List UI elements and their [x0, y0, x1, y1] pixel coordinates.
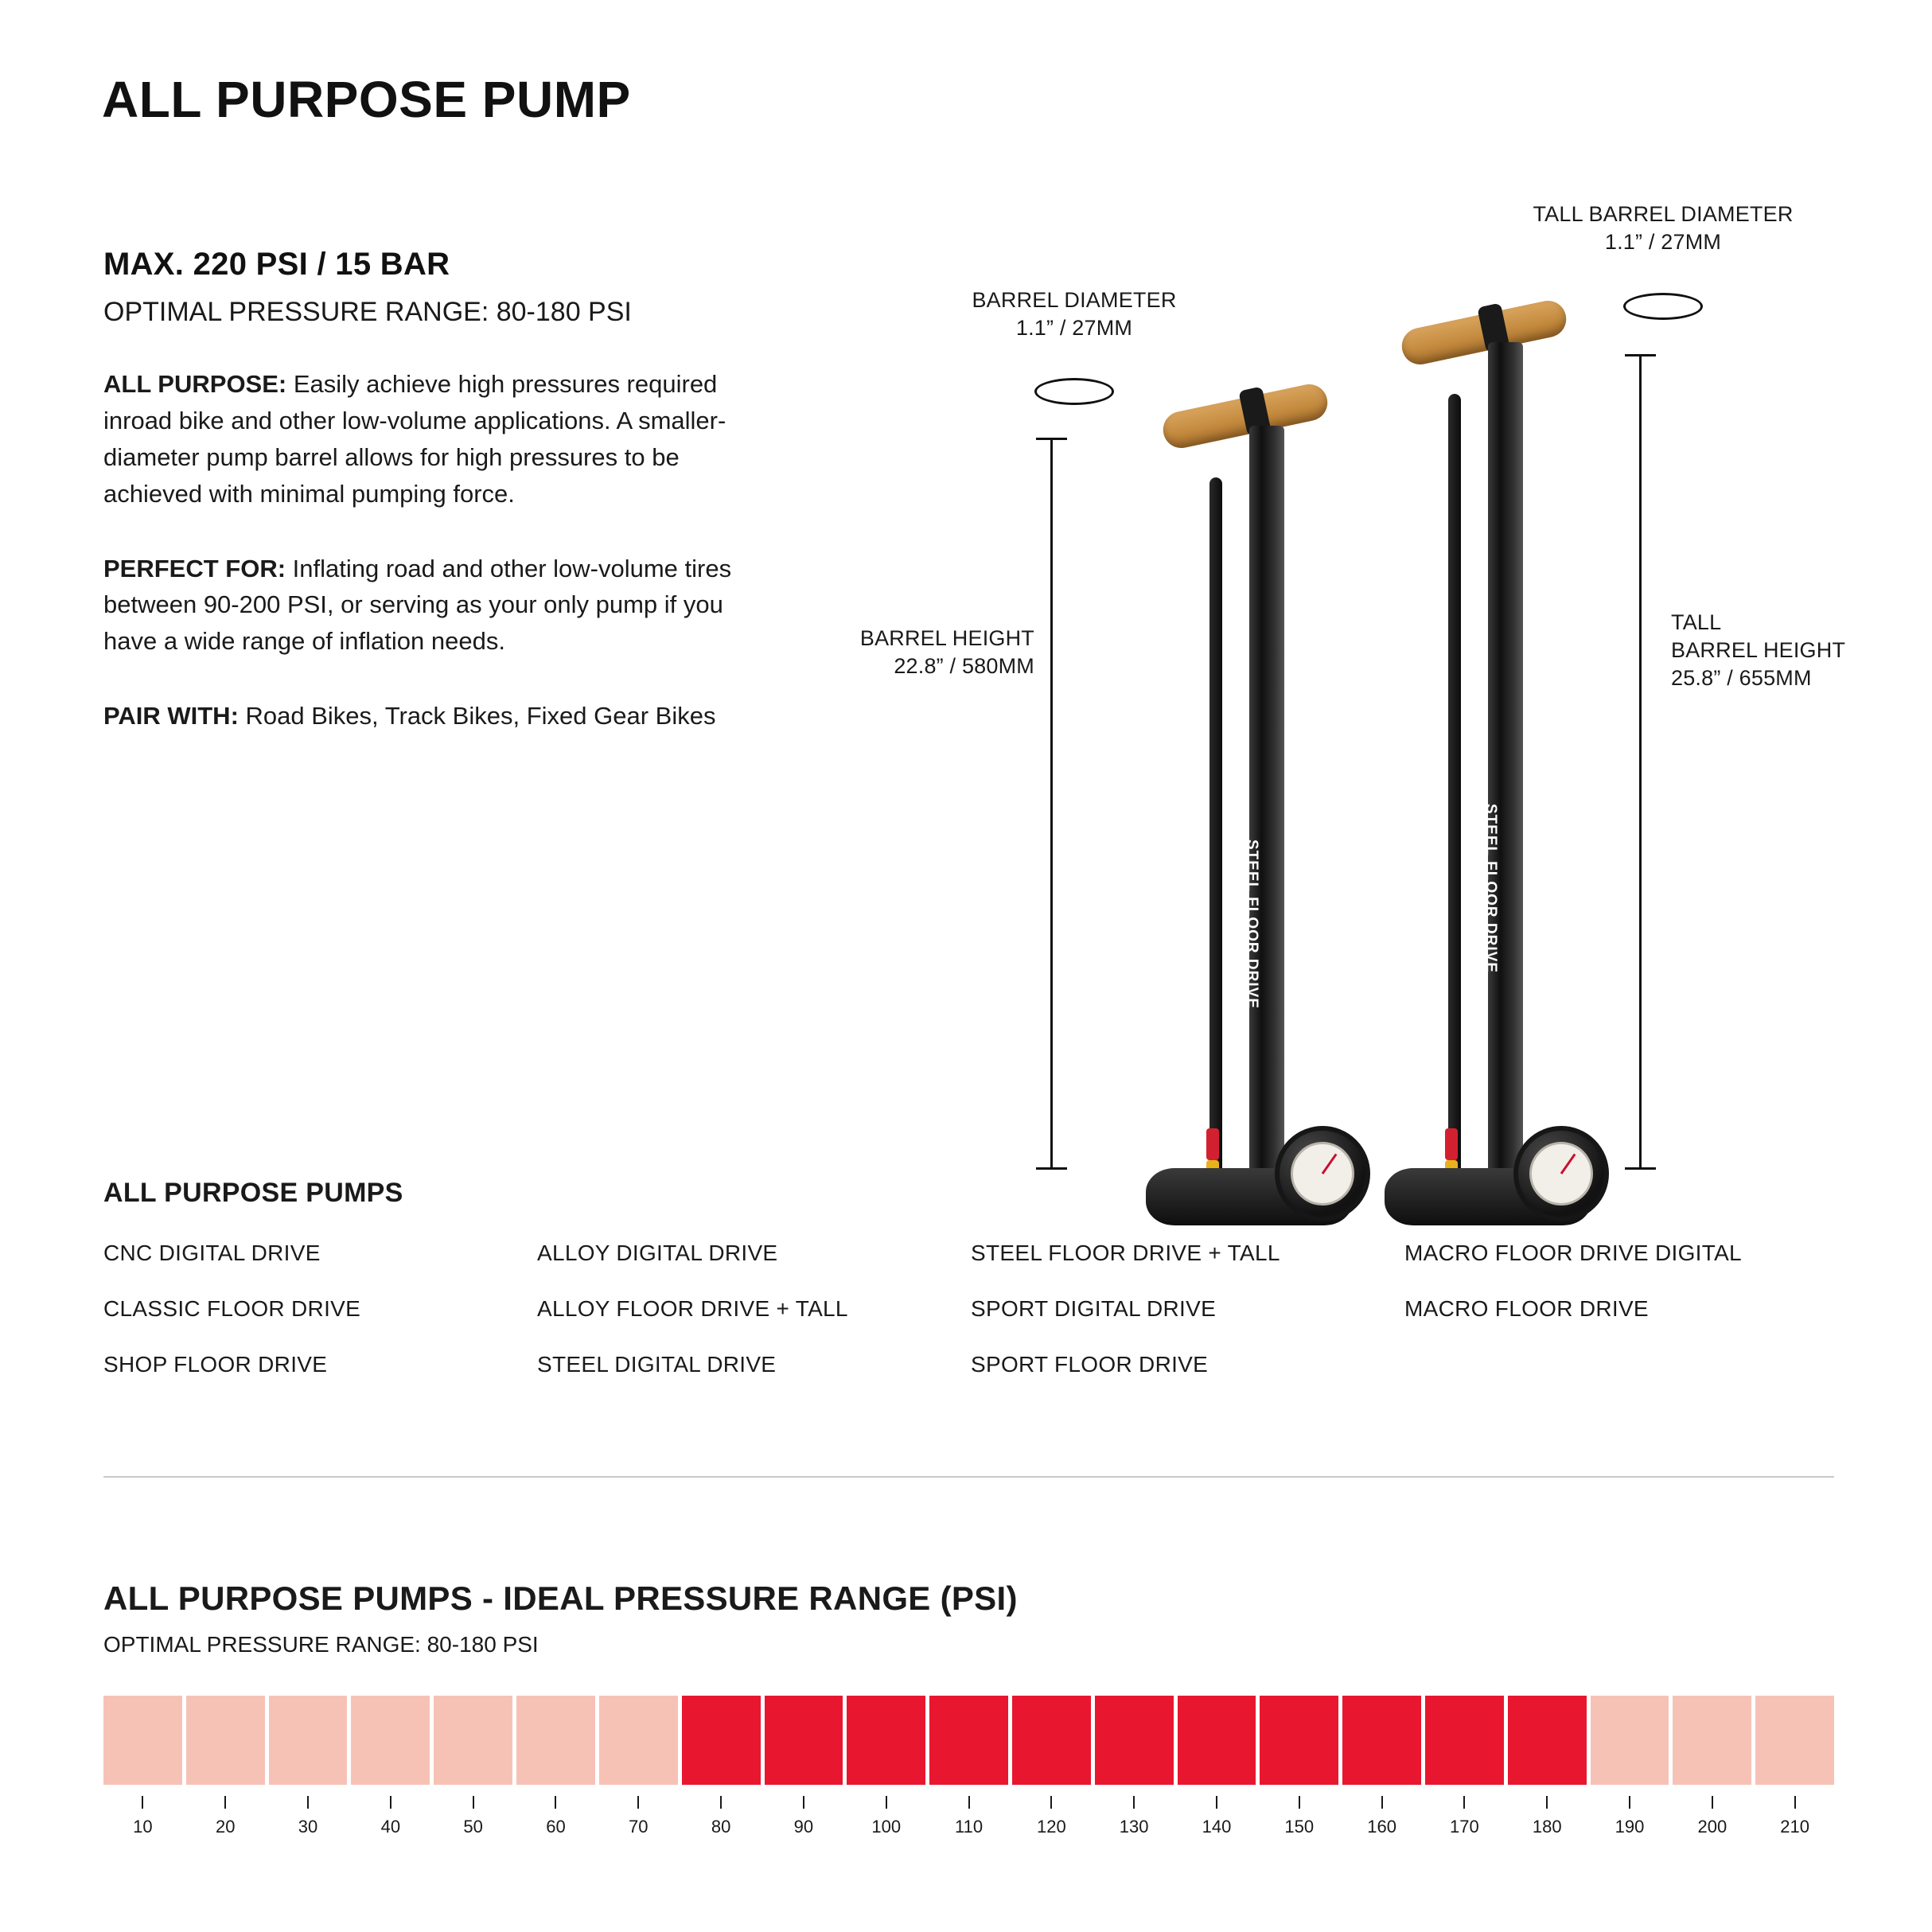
product-description-column: [103, 247, 764, 773]
pump-list-item[interactable]: SPORT FLOOR DRIVE: [971, 1352, 1209, 1377]
pressure-bar-cell: [1508, 1696, 1587, 1785]
tick-mark-icon: [1050, 1796, 1052, 1809]
pressure-bar-cell: [186, 1696, 265, 1785]
pressure-bar-cell: [1178, 1696, 1256, 1785]
tick-label: 150: [1284, 1817, 1315, 1837]
pump-tall-barrel-branding: STEEL FLOOR DRIVE: [1482, 804, 1499, 974]
tick-mark-icon: [555, 1796, 556, 1809]
pressure-bar-cell: [516, 1696, 595, 1785]
pressure-tick: [434, 1796, 512, 1837]
pair-with-paragraph: [103, 698, 764, 734]
pressure-bar-cell: [434, 1696, 512, 1785]
tick-mark-icon: [1794, 1796, 1796, 1809]
tick-mark-icon: [1216, 1796, 1217, 1809]
tick-label: 210: [1780, 1817, 1810, 1837]
pressure-bar-cell: [351, 1696, 430, 1785]
pump-gauge-needle: [1322, 1154, 1338, 1174]
tick-mark-icon: [473, 1796, 474, 1809]
tick-mark-icon: [1712, 1796, 1713, 1809]
tick-mark-icon: [1629, 1796, 1630, 1809]
pressure-bar-cell: [1755, 1696, 1834, 1785]
pump-tall-hose: [1448, 394, 1461, 1178]
pressure-bar-cell: [1342, 1696, 1421, 1785]
tick-mark-icon: [720, 1796, 722, 1809]
pressure-bar-cell: [269, 1696, 348, 1785]
pressure-tick: [682, 1796, 761, 1837]
all-purpose-pumps-heading: ALL PURPOSE PUMPS: [103, 1178, 403, 1208]
pump-list-item[interactable]: MACRO FLOOR DRIVE: [1404, 1296, 1649, 1321]
tall-barrel-diameter-value: 1.1” / 27MM: [1604, 230, 1722, 255]
tick-mark-icon: [142, 1796, 143, 1809]
pressure-tick: [929, 1796, 1008, 1837]
pump-tall-barrel: [1482, 342, 1523, 1221]
pump-tall-image: [1337, 195, 1671, 1217]
pump-list-item[interactable]: MACRO FLOOR DRIVE DIGITAL: [1404, 1241, 1742, 1265]
pressure-tick: [1508, 1796, 1587, 1837]
product-diagram: [843, 191, 1846, 1098]
tick-label: 70: [629, 1817, 649, 1837]
pressure-tick: [1425, 1796, 1504, 1837]
pair-with-label: PAIR WITH:: [103, 702, 239, 730]
tall-barrel-height-label-1: TALL: [1671, 610, 1722, 634]
pump-list-item[interactable]: ALLOY FLOOR DRIVE + TALL: [537, 1296, 848, 1321]
tick-mark-icon: [968, 1796, 970, 1809]
pump-list-item: [1404, 1352, 1838, 1377]
pump-list-item[interactable]: CLASSIC FLOOR DRIVE: [103, 1296, 361, 1321]
pump-list-item[interactable]: SPORT DIGITAL DRIVE: [971, 1296, 1217, 1321]
tick-label: 120: [1036, 1817, 1066, 1837]
tick-mark-icon: [1299, 1796, 1300, 1809]
pressure-tick: [847, 1796, 925, 1837]
tick-mark-icon: [1546, 1796, 1548, 1809]
tick-label: 180: [1532, 1817, 1562, 1837]
perfect-for-label: PERFECT FOR:: [103, 554, 286, 582]
tick-label: 60: [546, 1817, 566, 1837]
tick-mark-icon: [224, 1796, 226, 1809]
all-purpose-pumps-section: [103, 1178, 1838, 1377]
pressure-range-chart: [103, 1579, 1838, 1837]
pressure-bar-cell: [103, 1696, 182, 1785]
pressure-bar-cell: [929, 1696, 1008, 1785]
tick-mark-icon: [1381, 1796, 1383, 1809]
pressure-tick: [351, 1796, 430, 1837]
tick-mark-icon: [803, 1796, 804, 1809]
tick-mark-icon: [307, 1796, 309, 1809]
tick-label: 110: [954, 1817, 984, 1837]
pressure-bar-cell: [682, 1696, 761, 1785]
pressure-bar-cell: [1591, 1696, 1669, 1785]
tick-mark-icon: [1463, 1796, 1465, 1809]
pump-barrel-branding: STEEL FLOOR DRIVE: [1244, 839, 1260, 1010]
tall-barrel-diameter-label: TALL BARREL DIAMETER: [1533, 202, 1794, 226]
pump-hose: [1209, 477, 1222, 1178]
pressure-tick: [765, 1796, 843, 1837]
pressure-bar-cell: [1095, 1696, 1174, 1785]
pressure-bar-cell: [1260, 1696, 1338, 1785]
barrel-height-dimension-line: [1050, 438, 1053, 1170]
barrel-diameter-label: BARREL DIAMETER: [972, 288, 1177, 312]
max-pressure-spec: MAX. 220 PSI / 15 BAR: [103, 247, 450, 282]
tick-mark-icon: [637, 1796, 639, 1809]
tick-label: 90: [793, 1817, 814, 1837]
pump-list-item[interactable]: CNC DIGITAL DRIVE: [103, 1241, 321, 1265]
tick-label: 170: [1450, 1817, 1479, 1837]
all-purpose-paragraph: [103, 366, 764, 512]
tick-label: 10: [133, 1817, 153, 1837]
pressure-tick: [1755, 1796, 1834, 1837]
tick-mark-icon: [1133, 1796, 1135, 1809]
pressure-tick: [1591, 1796, 1669, 1837]
tick-mark-icon: [886, 1796, 887, 1809]
chart-subtitle: OPTIMAL PRESSURE RANGE: 80-180 PSI: [103, 1632, 539, 1657]
tick-label: 100: [871, 1817, 902, 1837]
pressure-bar-cell: [1425, 1696, 1504, 1785]
pressure-tick: [1095, 1796, 1174, 1837]
pressure-tick: [1673, 1796, 1751, 1837]
pressure-bar-cell: [1673, 1696, 1751, 1785]
pump-list-item[interactable]: SHOP FLOOR DRIVE: [103, 1352, 328, 1377]
perfect-for-text: Inflating road and other low-volume tires between 90-200 PSI, or serving as your only pump if you have a wide range of inflation needs.: [103, 554, 732, 656]
page-title: ALL PURPOSE PUMP: [102, 71, 631, 128]
tall-barrel-height-label-2: BARREL HEIGHT: [1671, 638, 1846, 663]
pressure-tick: [269, 1796, 348, 1837]
pressure-bar-cell: [1012, 1696, 1091, 1785]
pump-valve-red: [1206, 1128, 1219, 1160]
tall-barrel-height-value: 25.8” / 655MM: [1671, 666, 1812, 691]
all-purpose-label: ALL PURPOSE:: [103, 370, 287, 398]
tick-label: 200: [1697, 1817, 1728, 1837]
barrel-height-label: BARREL HEIGHT: [859, 626, 1034, 650]
perfect-for-paragraph: [103, 551, 764, 660]
section-divider: [103, 1476, 1834, 1478]
pressure-tick: [516, 1796, 595, 1837]
tick-label: 20: [215, 1817, 236, 1837]
pressure-bar-row: [103, 1696, 1834, 1785]
optimal-pressure-range-spec: OPTIMAL PRESSURE RANGE: 80-180 PSI: [103, 297, 632, 327]
pressure-bar-cell: [599, 1696, 678, 1785]
pressure-tick: [1012, 1796, 1091, 1837]
pressure-tick-row: [103, 1796, 1834, 1837]
pump-tall-valve-red: [1445, 1128, 1458, 1160]
barrel-diameter-value: 1.1” / 27MM: [1015, 316, 1133, 341]
tick-label: 130: [1119, 1817, 1149, 1837]
pump-barrel: [1244, 426, 1284, 1221]
tall-barrel-height-callout: [1671, 609, 1910, 692]
pressure-bar-cell: [765, 1696, 843, 1785]
pressure-tick: [103, 1796, 182, 1837]
barrel-height-value: 22.8” / 580MM: [894, 654, 1034, 679]
tick-label: 160: [1367, 1817, 1396, 1837]
pressure-tick: [1342, 1796, 1421, 1837]
tick-label: 140: [1202, 1817, 1232, 1837]
pair-with-text: Road Bikes, Track Bikes, Fixed Gear Bikes: [238, 702, 716, 730]
pressure-tick: [186, 1796, 265, 1837]
pump-list-item[interactable]: STEEL FLOOR DRIVE + TALL: [971, 1241, 1280, 1265]
pump-tall-gauge-needle: [1560, 1154, 1576, 1174]
barrel-height-callout: [780, 625, 1034, 680]
all-purpose-pumps-grid: [103, 1241, 1838, 1377]
pressure-bar-cell: [847, 1696, 925, 1785]
tick-label: 190: [1615, 1817, 1645, 1837]
tick-mark-icon: [390, 1796, 391, 1809]
chart-title: ALL PURPOSE PUMPS - IDEAL PRESSURE RANGE (PSI): [103, 1579, 1018, 1617]
tick-label: 30: [298, 1817, 318, 1837]
tick-label: 40: [380, 1817, 401, 1837]
pressure-tick: [1178, 1796, 1256, 1837]
pressure-tick: [599, 1796, 678, 1837]
tick-label: 50: [463, 1817, 483, 1837]
pump-list-item[interactable]: STEEL DIGITAL DRIVE: [537, 1352, 777, 1377]
all-purpose-text: Easily achieve high pressures required inroad bike and other low-volume applications. A smaller-diameter pump barrel allows for high pressures to be achieved with minimal pumping force.: [103, 370, 726, 508]
pump-list-item[interactable]: ALLOY DIGITAL DRIVE: [537, 1241, 778, 1265]
tick-label: 80: [711, 1817, 731, 1837]
pressure-tick: [1260, 1796, 1338, 1837]
